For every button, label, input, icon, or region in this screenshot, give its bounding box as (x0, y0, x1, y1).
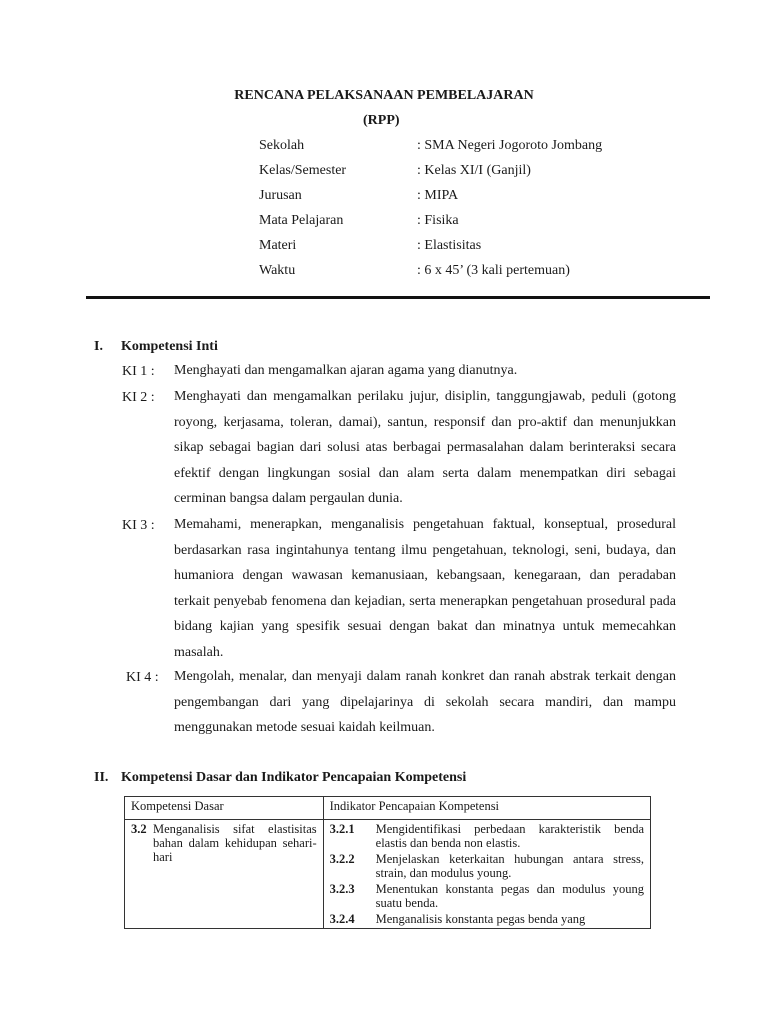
indicator-number: 3.2.1 (329, 822, 355, 836)
info-label: Sekolah (259, 138, 305, 153)
kd-number: 3.2 (131, 822, 147, 836)
indicator-cell (323, 820, 650, 929)
document-subtitle: (RPP) (363, 113, 400, 128)
info-label: Materi (259, 238, 297, 253)
indicator-item (330, 882, 644, 910)
info-label: Jurusan (259, 188, 302, 203)
indicator-text: Menganalisis konstanta pegas benda yang (375, 912, 586, 926)
info-label: Kelas/Semester (259, 163, 347, 178)
table-header-kd: Kompetensi Dasar (125, 797, 324, 820)
indicator-text: Menjelaskan keterkaitan hubungan antara stress, strain, dan modulus young. (375, 852, 644, 880)
indicator-item (330, 852, 644, 880)
ki-1-text: Menghayati dan mengamalkan ajaran agama yang dianutnya. (174, 363, 518, 378)
table-header-row (125, 797, 651, 820)
ki-2-text: Menghayati dan mengamalkan perilaku jujur, disiplin, tanggungjawab, peduli (gotong royong, kerjasama, toleran, damai), santun, responsif dan pro-aktif dan menunjukkan sikap sebagai bagian dari solusi atas berbagai permasalahan dalam berinteraksi secara efektif dengan lingkungan sosial dan alam serta dalam menempatkan diri sebagai cerminan bangsa dalam pergaulan dunia. (174, 389, 676, 506)
kd-text: Menganalisis sifat elastisitas bahan dalam kehidupan sehari-hari (153, 822, 317, 864)
indicator-number: 3.2.4 (329, 912, 355, 926)
section-2-number: II. (94, 770, 109, 785)
indicator-number: 3.2.2 (329, 852, 355, 866)
ki-1-label: KI 1 : (122, 364, 155, 379)
indicator-text: Mengidentifikasi perbedaan karakteristik benda elastis dan benda non elastis. (375, 822, 644, 850)
kd-cell (125, 820, 324, 929)
ki-3-text: Memahami, menerapkan, menganalisis pengetahuan faktual, konseptual, prosedural berdasarkan rasa ingintahunya tentang ilmu pengetahuan, teknologi, seni, budaya, dan humaniora dengan wawasan kemanusiaan, kebangsaan, kenegaraan, dan peradaban terkait penyebab fenomena dan kejadian, serta menerapkan pengetahuan prosedural pada bidang kajian yang spesifik sesuai dengan bakat dan minatnya untuk memecahkan masalah. (174, 517, 676, 660)
table-header-ipk: Indikator Pencapaian Kompetensi (323, 797, 650, 820)
info-value: : Kelas XI/I (Ganjil) (417, 163, 531, 178)
competency-table (124, 796, 651, 929)
info-value: : 6 x 45’ (3 kali pertemuan) (417, 263, 570, 278)
document-title: RENCANA PELAKSANAAN PEMBELAJARAN (234, 88, 534, 103)
info-value: : MIPA (417, 188, 459, 203)
info-value: : Fisika (417, 213, 459, 228)
indicator-number: 3.2.3 (329, 882, 355, 896)
indicator-item (330, 822, 644, 850)
ki-4-label: KI 4 : (126, 670, 159, 685)
ki-2-label: KI 2 : (122, 390, 155, 405)
ki-4-text: Mengolah, menalar, dan menyaji dalam ranah konkret dan ranah abstrak terkait dengan pengembangan dari yang dipelajarinya di sekolah secara mandiri, dan mampu menggunakan metode sesuai kaidah keilmuan. (174, 669, 676, 735)
ki-3-label: KI 3 : (122, 518, 155, 533)
indicator-text: Menentukan konstanta pegas dan modulus young suatu benda. (375, 882, 644, 910)
indicator-item (330, 912, 644, 926)
info-value: : SMA Negeri Jogoroto Jombang (417, 138, 603, 153)
info-value: : Elastisitas (417, 238, 482, 253)
info-label: Waktu (259, 263, 296, 278)
section-2-title: Kompetensi Dasar dan Indikator Pencapaian Kompetensi (121, 770, 467, 785)
table-row (125, 820, 651, 929)
section-1-number: I. (94, 339, 103, 354)
header-divider (86, 296, 710, 299)
section-1-title: Kompetensi Inti (121, 339, 218, 354)
info-label: Mata Pelajaran (259, 213, 344, 228)
